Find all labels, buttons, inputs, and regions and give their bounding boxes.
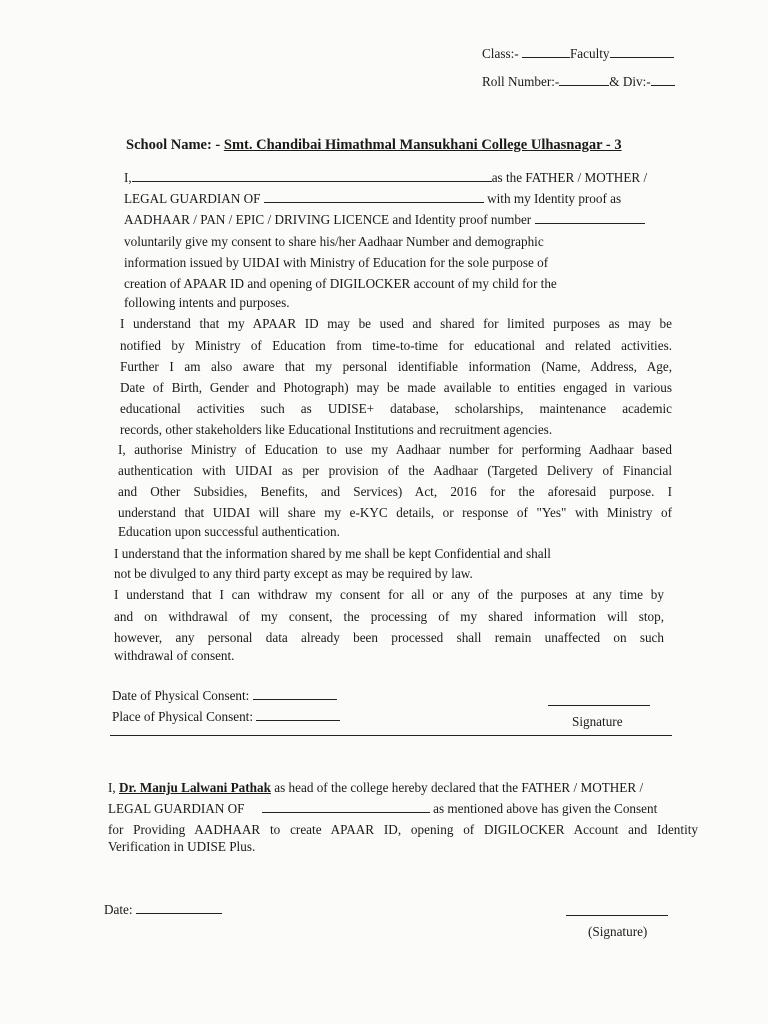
paragraph-4-line-3: however, any personal data already been processed shall remain unaffected on such [114,630,664,645]
paragraph-4-line-4: withdrawal of consent. [114,648,235,663]
consent-line-3 [124,210,645,230]
paragraph-1-line-6: records, other stakeholders like Educational Institutions and recruitment agencies. [120,422,553,437]
head-of-college-name: Dr. Manju Lalwani Pathak [119,780,271,795]
declaration-line-2 [108,799,657,819]
roll-number-label: Roll Number:- [482,74,560,89]
school-name-label: School Name: - [126,137,221,153]
declaration-guardian-blank [262,800,430,813]
declaration-line-4: Verification in UDISE Plus. [108,839,256,854]
school-name: Smt. Chandibai Himathmal Mansukhani College Ulhasnagar - 3 [223,137,622,153]
paragraph-2-line-5: Education upon successful authentication. [118,524,340,539]
physical-consent-place-label: Place of Physical Consent: [112,709,254,724]
declaration-line-1-text: as head of the college hereby declared that the FATHER / MOTHER / [274,780,644,795]
paragraph-1-line-3: Further I am also aware that my personal identifiable information (Name, Address, Age, [120,359,672,374]
div-label: & Div:- [609,74,651,89]
identity-proof-label: with my Identity proof as [487,191,622,206]
paragraph-2-line-1: I, authorise Ministry of Education to use my Aadhaar number for performing Aadhaar based [118,442,672,457]
consent-line-1 [124,168,672,188]
id-type-label: AADHAAR / PAN / EPIC / DRIVING LICENCE and Identity proof number [124,212,532,227]
class-blank [522,45,570,58]
paragraph-3-line-1: I understand that the information shared by me shall be kept Confidential and shall [114,546,551,561]
paragraph-4-line-2: and on withdrawal of my consent, the processing of my shared information will stop, [114,609,664,624]
parent-signature-line [548,705,650,706]
paragraph-1-line-1: I understand that my APAAR ID may be used and shared for limited purposes as may be [120,316,672,331]
roll-div-row [482,72,675,92]
paragraph-3-line-2: not be divulged to any third party except as may be required by law. [114,566,473,581]
physical-consent-place-row [112,707,340,727]
parent-name-blank [132,169,492,182]
identity-number-blank [535,211,645,224]
class-label: Class:- [482,46,519,61]
legal-guardian-label: LEGAL GUARDIAN OF [124,191,261,206]
consent-i-label: I, [124,170,132,185]
relation-label: as the FATHER / MOTHER / [491,170,648,185]
paragraph-1-line-5: educational activities such as UDISE+ database, scholarships, maintenance academic [120,401,672,416]
paragraph-4-line-1: I understand that I can withdraw my consent for all or any of the purposes at any time by [114,587,664,602]
consent-line-2 [124,189,621,209]
class-faculty-row [482,44,674,64]
head-signature-line [566,915,668,916]
roll-number-blank [559,73,609,86]
consent-line-6: creation of APAAR ID and opening of DIGILOCKER account of my child for the [124,276,557,291]
declaration-i-label: I, [108,780,116,795]
school-name-row [126,134,622,156]
consent-line-5: information issued by UIDAI with Ministry of Education for the sole purpose of [124,255,549,270]
consent-line-4: voluntarily give my consent to share his/her Aadhaar Number and demographic [124,234,544,249]
declaration-line-1 [108,778,643,798]
div-blank [651,73,675,86]
parent-signature-label: Signature [572,714,623,729]
section-divider [110,735,672,736]
declaration-line-3: for Providing AADHAAR to create APAAR ID, opening of DIGILOCKER Account and Identity [108,822,698,837]
paragraph-2-line-2: authentication with UIDAI as per provision of the Aadhaar (Targeted Delivery of Financial [118,463,672,478]
physical-consent-date-row [112,686,337,706]
footer-date-label: Date: [104,902,133,917]
declaration-guardian-label: LEGAL GUARDIAN OF [108,801,245,816]
paragraph-1-line-2: notified by Ministry of Education from time-to-time for educational and related activities. [120,338,672,353]
head-signature-label: (Signature) [588,924,648,939]
declaration-line-2-text: as mentioned above has given the Consent [433,801,658,816]
physical-consent-date-blank [253,687,337,700]
physical-consent-date-label: Date of Physical Consent: [112,688,250,703]
faculty-label: Faculty [569,46,610,61]
child-name-blank [264,190,484,203]
footer-date-blank [136,901,222,914]
faculty-blank [610,45,674,58]
consent-line-7: following intents and purposes. [124,295,290,310]
physical-consent-place-blank [256,708,340,721]
paragraph-2-line-3: and Other Subsidies, Benefits, and Services) Act, 2016 for the aforesaid purpose. I [118,484,672,499]
footer-date-row [104,900,222,920]
paragraph-1-line-4: Date of Birth, Gender and Photograph) may be made available to entities engaged in various [120,380,672,395]
paragraph-2-line-4: understand that UIDAI will share my e-KYC details, or response of "Yes" with Ministry of [118,505,672,520]
